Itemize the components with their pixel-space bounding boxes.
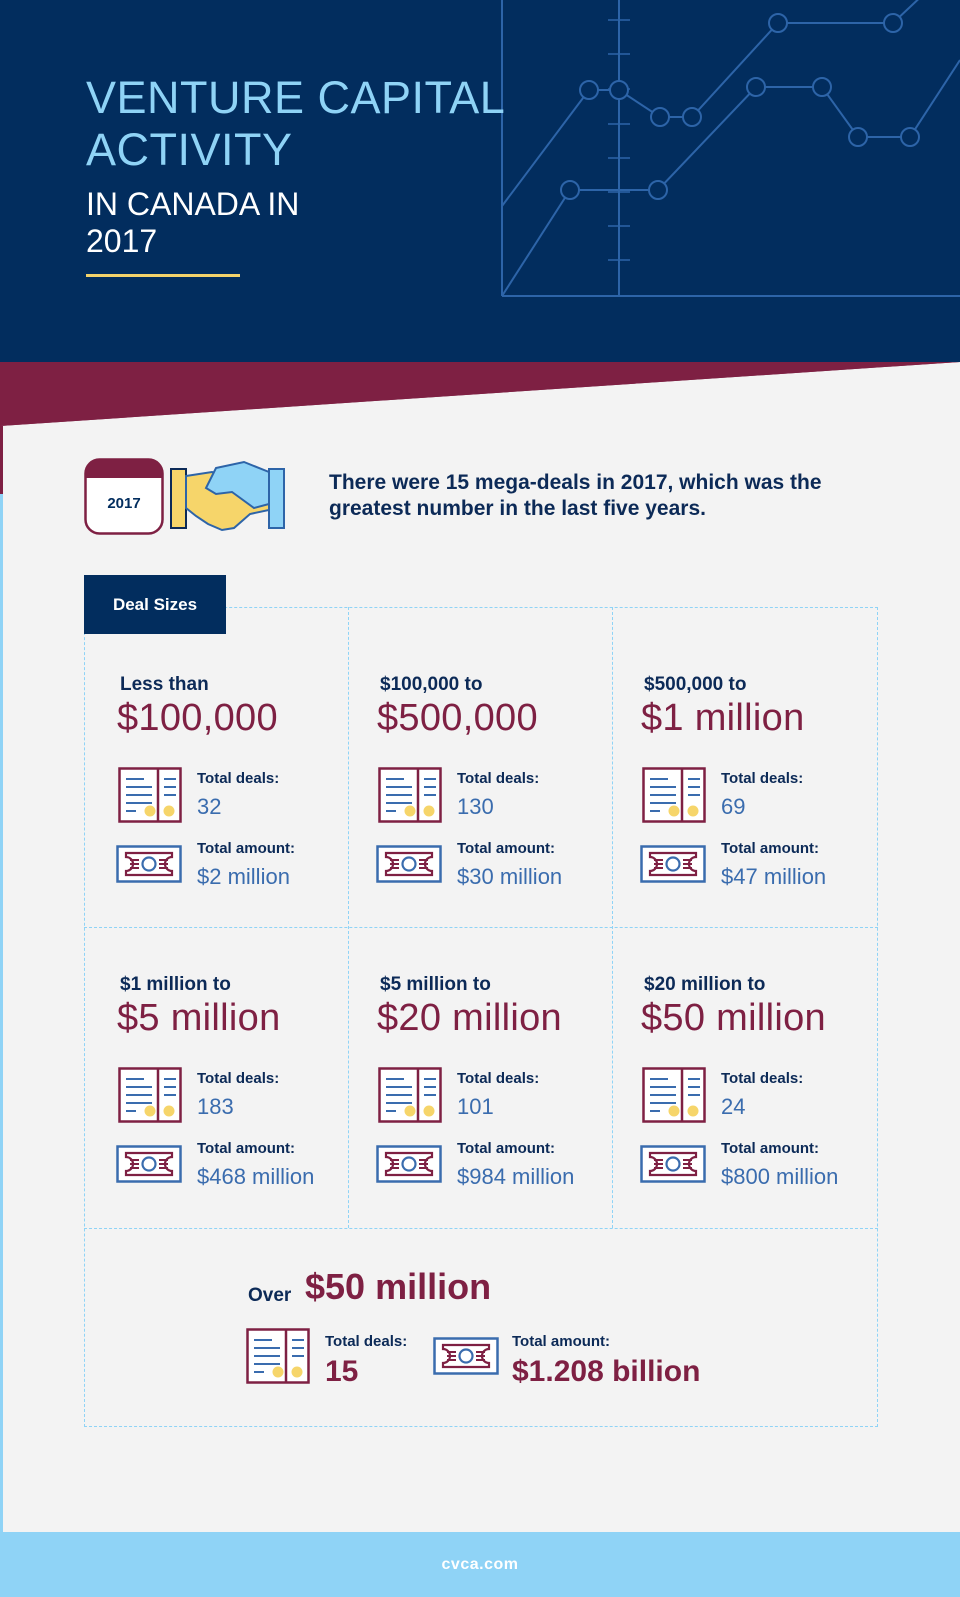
range-to-value: $1 million [641, 697, 805, 739]
total-deals-value: 101 [457, 1094, 494, 1119]
total-deals-label: Total deals: [721, 770, 804, 787]
total-deals-label: Total deals: [457, 770, 540, 787]
grid-divider [84, 1228, 878, 1229]
ledger-icon [118, 767, 182, 823]
header-banner [0, 0, 960, 362]
footer-bar [0, 1532, 960, 1597]
total-amount-label: Total amount: [197, 840, 296, 857]
range-from-label: Less than [120, 674, 209, 695]
total-amount-label: Total amount: [512, 1333, 611, 1350]
ledger-icon [246, 1327, 310, 1385]
range-to-value: $20 million [377, 997, 562, 1039]
range-to-value: $50 million [641, 997, 826, 1039]
total-deals-value: 183 [197, 1094, 234, 1119]
range-from-label: $500,000 to [644, 674, 747, 695]
total-amount-label: Total amount: [721, 840, 820, 857]
total-deals-value: 24 [721, 1094, 746, 1119]
range-from-label: $1 million to [120, 974, 231, 995]
ledger-icon [378, 1067, 442, 1123]
total-amount-label: Total amount: [197, 1140, 296, 1157]
banknote-icon [640, 845, 706, 883]
deal-cell-500k-to-1m [608, 607, 848, 887]
total-amount-value: $30 million [457, 864, 563, 889]
total-deals-label: Total deals: [457, 1070, 540, 1087]
banknote-icon [376, 1145, 442, 1183]
total-deals-label: Total deals: [325, 1333, 408, 1350]
range-from-label: $100,000 to [380, 674, 483, 695]
banknote-icon [433, 1337, 499, 1375]
total-deals-label: Total deals: [197, 1070, 280, 1087]
total-amount-value: $468 million [197, 1164, 315, 1189]
total-deals-value: 130 [457, 794, 494, 819]
deal-cell-1m-to-5m [84, 907, 324, 1187]
ledger-icon [118, 1067, 182, 1123]
total-amount-label: Total amount: [457, 1140, 556, 1157]
deal-cell-5m-to-20m [344, 907, 584, 1187]
total-deals-label: Total deals: [197, 770, 280, 787]
banknote-icon [116, 845, 182, 883]
total-amount-value: $984 million [457, 1164, 575, 1189]
subtitle-line-1: IN CANADA IN [86, 186, 300, 222]
ledger-icon [378, 767, 442, 823]
total-deals-value: 69 [721, 794, 746, 819]
subtitle-line-2: 2017 [86, 223, 158, 259]
intro-text: There were 15 mega-deals in 2017, which was the greatest number in the last five years. [329, 471, 822, 520]
range-from-label: $20 million to [644, 974, 766, 995]
total-amount-label: Total amount: [457, 840, 556, 857]
banknote-icon [376, 845, 442, 883]
banknote-icon [640, 1145, 706, 1183]
ledger-icon [642, 1067, 706, 1123]
total-amount-value: $2 million [197, 864, 290, 889]
over-label: Over [248, 1285, 292, 1306]
title-underline [86, 274, 240, 277]
total-amount-value: $47 million [721, 864, 827, 889]
handshake-icon [171, 462, 284, 530]
title-line-1: VENTURE CAPITAL [86, 72, 506, 123]
total-amount-value: $1.208 billion [512, 1355, 701, 1388]
over-value: $50 million [305, 1266, 492, 1307]
title-block [86, 72, 505, 277]
ledger-icon [642, 767, 706, 823]
total-deals-value: 15 [325, 1355, 359, 1388]
total-amount-value: $800 million [721, 1164, 839, 1189]
calendar-year-text: 2017 [107, 495, 141, 512]
range-to-value: $5 million [117, 997, 281, 1039]
deal-sizes-tab: Deal Sizes [84, 575, 226, 634]
deal-cell-20m-to-50m [608, 907, 848, 1187]
deal-cell-less-than-100k [84, 607, 324, 887]
total-amount-label: Total amount: [721, 1140, 820, 1157]
total-deals-label: Total deals: [721, 1070, 804, 1087]
range-to-value: $100,000 [117, 697, 278, 739]
calendar-handshake-icon [84, 458, 289, 538]
banknote-icon [116, 1145, 182, 1183]
total-deals-value: 32 [197, 794, 222, 819]
footer-link[interactable]: cvca.com [441, 1555, 519, 1573]
deal-cell-100k-to-500k [344, 607, 584, 887]
range-to-value: $500,000 [377, 697, 538, 739]
calendar-icon [85, 460, 162, 534]
range-from-label: $5 million to [380, 974, 491, 995]
title-line-2: ACTIVITY [86, 124, 293, 175]
